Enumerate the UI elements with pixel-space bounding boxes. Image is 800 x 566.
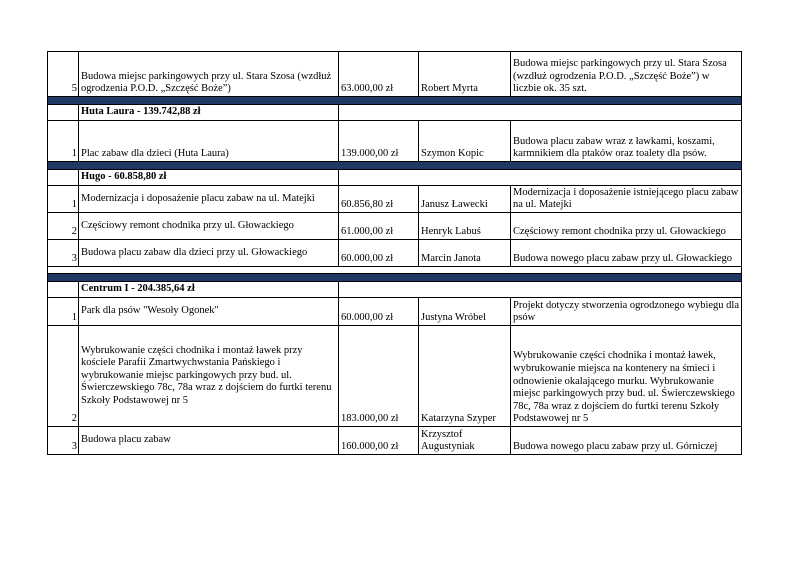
section-divider bbox=[48, 97, 742, 105]
project-author: Robert Myrta bbox=[419, 52, 511, 97]
section-title: Centrum I - 204.385,64 zł bbox=[79, 282, 339, 298]
project-description: Budowa miejsc parkingowych przy ul. Stara Szosa (wzdłuż ogrodzenia P.O.D. „Szczęść Boże”) w liczbie ok. 35 szt. bbox=[511, 52, 742, 97]
section-divider bbox=[48, 162, 742, 170]
project-amount: 183.000,00 zł bbox=[339, 326, 419, 427]
table-row bbox=[48, 326, 742, 427]
project-description: Projekt dotyczy stworzenia ogrodzonego wybiegu dla psów bbox=[511, 298, 742, 326]
project-description: Wybrukowanie części chodnika i montaż ławek, wybrukowanie miejsca na kontenery na śmieci i odnowienie okalającego murku. Wybrukowanie miejsc parkingowych przy bud. ul. Świerczewskiego 78c, 78a wraz z dojściem do furtki terenu Szkoły Podstawowej nr 5 bbox=[511, 326, 742, 427]
project-author: Marcin Janota bbox=[419, 240, 511, 267]
project-amount: 60.856,80 zł bbox=[339, 186, 419, 213]
project-name: Budowa placu zabaw dla dzieci przy ul. Głowackiego bbox=[79, 240, 339, 267]
spacer-row bbox=[48, 267, 742, 274]
project-name: Modernizacja i doposażenie placu zabaw na ul. Matejki bbox=[79, 186, 339, 213]
table-row bbox=[48, 427, 742, 455]
project-description: Częściowy remont chodnika przy ul. Głowackiego bbox=[511, 213, 742, 240]
project-name: Plac zabaw dla dzieci (Huta Laura) bbox=[79, 121, 339, 162]
project-author: Katarzyna Szyper bbox=[419, 326, 511, 427]
row-number: 5 bbox=[48, 52, 79, 97]
table-row bbox=[48, 121, 742, 162]
table-row bbox=[48, 298, 742, 326]
section-divider bbox=[48, 274, 742, 282]
project-amount: 60.000,00 zł bbox=[339, 298, 419, 326]
project-amount: 60.000,00 zł bbox=[339, 240, 419, 267]
project-description: Modernizacja i doposażenie istniejącego placu zabaw na ul. Matejki bbox=[511, 186, 742, 213]
row-number: 2 bbox=[48, 213, 79, 240]
row-number: 3 bbox=[48, 427, 79, 455]
project-author: Justyna Wróbel bbox=[419, 298, 511, 326]
section-header bbox=[48, 282, 742, 298]
section-title: Hugo - 60.858,80 zł bbox=[79, 170, 339, 186]
project-author: Henryk Labuś bbox=[419, 213, 511, 240]
project-author: Krzysztof Augustyniak bbox=[419, 427, 511, 455]
table-row bbox=[48, 52, 742, 97]
project-amount: 63.000,00 zł bbox=[339, 52, 419, 97]
section-header bbox=[48, 170, 742, 186]
project-name: Park dla psów "Wesoły Ogonek" bbox=[79, 298, 339, 326]
project-description: Budowa placu zabaw wraz z ławkami, koszami, karmnikiem dla ptaków oraz toalety dla psów. bbox=[511, 121, 742, 162]
section-title: Huta Laura - 139.742,88 zł bbox=[79, 105, 339, 121]
project-amount: 61.000,00 zł bbox=[339, 213, 419, 240]
project-name: Częściowy remont chodnika przy ul. Głowackiego bbox=[79, 213, 339, 240]
table-row bbox=[48, 186, 742, 213]
project-description: Budowa nowego placu zabaw przy ul. Głowackiego bbox=[511, 240, 742, 267]
row-number: 2 bbox=[48, 326, 79, 427]
row-number: 1 bbox=[48, 298, 79, 326]
row-number: 1 bbox=[48, 186, 79, 213]
project-amount: 139.000,00 zł bbox=[339, 121, 419, 162]
table-row bbox=[48, 213, 742, 240]
project-description: Budowa nowego placu zabaw przy ul. Górniczej bbox=[511, 427, 742, 455]
project-name: Budowa placu zabaw bbox=[79, 427, 339, 455]
table-row bbox=[48, 240, 742, 267]
section-header bbox=[48, 105, 742, 121]
project-author: Janusz Ławecki bbox=[419, 186, 511, 213]
project-author: Szymon Kopic bbox=[419, 121, 511, 162]
projects-table bbox=[47, 51, 742, 455]
row-number: 3 bbox=[48, 240, 79, 267]
project-amount: 160.000,00 zł bbox=[339, 427, 419, 455]
row-number: 1 bbox=[48, 121, 79, 162]
project-name: Wybrukowanie części chodnika i montaż ławek przy kościele Parafii Zmartwychwstania Pańskiego i wybrukowanie miejsc parkingowych przy bud. ul. Świerczewskiego 78c, 78a wraz z dojściem do furtki terenu Szkoły Podstawowej nr 5 bbox=[79, 326, 339, 427]
project-name: Budowa miejsc parkingowych przy ul. Stara Szosa (wzdłuż ogrodzenia P.O.D. „Szczęść Boże”) bbox=[79, 52, 339, 97]
